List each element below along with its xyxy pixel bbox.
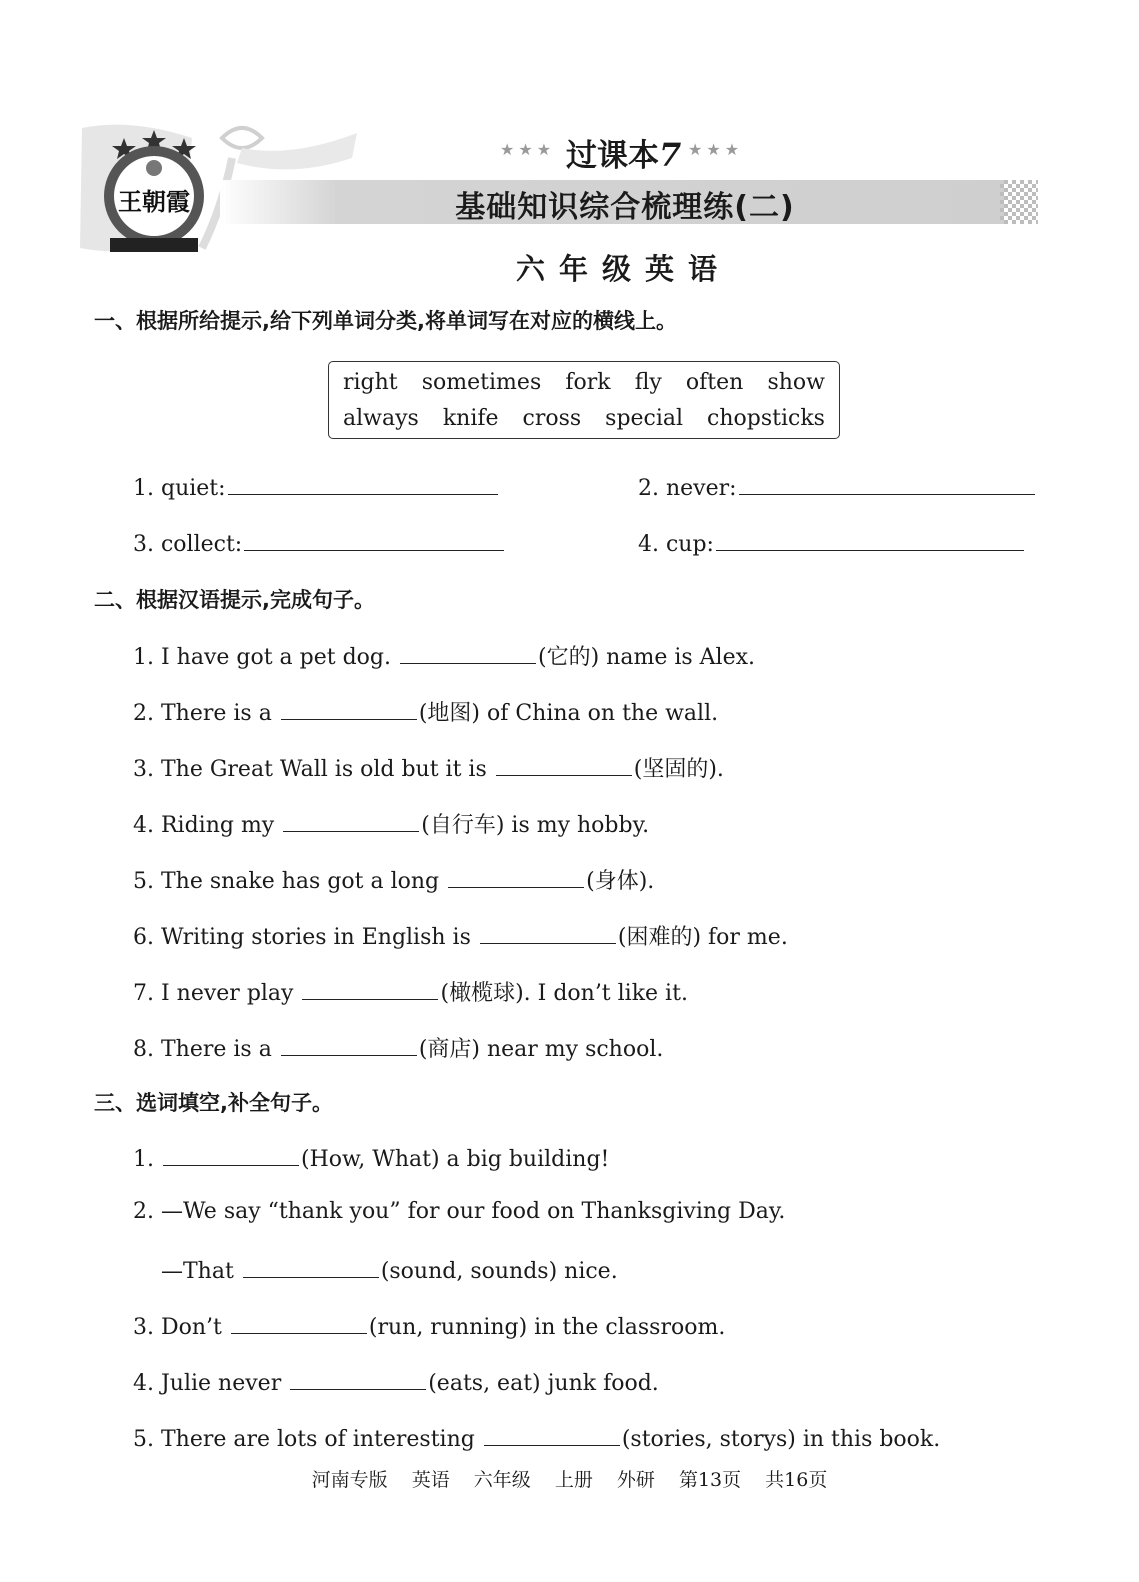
word: always [343, 406, 419, 431]
lesson-title: 过课本7 [566, 136, 682, 174]
word: fork [565, 370, 611, 395]
answer-blank[interactable] [480, 921, 616, 944]
answer-blank[interactable] [290, 1367, 426, 1390]
answer-blank[interactable] [283, 809, 419, 832]
page-footer [0, 1465, 1139, 1492]
answer-blank[interactable] [281, 697, 417, 720]
choice-item-5: 5. There are lots of interesting (stories, storys) in this book. [133, 1423, 940, 1452]
classify-item-2: 2. never: [638, 472, 1037, 501]
choice-item-2-question: 2. —We say “thank you” for our food on Thanksgiving Day. [133, 1199, 786, 1224]
answer-blank[interactable] [231, 1311, 367, 1334]
answer-blank[interactable] [739, 472, 1035, 495]
choice-item-3: 3. Don’t (run, running) in the classroom. [133, 1311, 725, 1340]
word: right [343, 370, 398, 395]
footer-grade: 六年级 [473, 1469, 531, 1491]
sentence-item-5: 5. The snake has got a long (身体). [133, 864, 654, 895]
sentence-item-6: 6. Writing stories in English is (困难的) for me. [133, 920, 788, 951]
word: fly [634, 370, 662, 395]
word-bank-row-2 [343, 406, 825, 431]
logo-text: 王朝霞 [118, 187, 190, 216]
footer-publisher: 外研 [616, 1469, 655, 1491]
footer-volume: 上册 [554, 1469, 593, 1491]
word: special [605, 406, 684, 431]
answer-blank[interactable] [400, 641, 536, 664]
word: cross [522, 406, 582, 431]
answer-blank[interactable] [163, 1143, 299, 1166]
answer-blank[interactable] [484, 1423, 620, 1446]
section2-heading: 二、根据汉语提示,完成句子。 [94, 588, 375, 612]
word: knife [442, 406, 499, 431]
answer-blank[interactable] [302, 977, 438, 1000]
footer-total: 共16页 [765, 1469, 828, 1491]
sentence-item-8: 8. There is a (商店) near my school. [133, 1032, 663, 1063]
brand-logo [94, 128, 214, 258]
classify-item-4: 4. cup: [638, 528, 1026, 557]
answer-blank[interactable] [244, 528, 504, 551]
choice-item-4: 4. Julie never (eats, eat) junk food. [133, 1367, 659, 1396]
choice-item-2-answer: —That (sound, sounds) nice. [161, 1255, 618, 1284]
choice-item-1: 1. (How, What) a big building! [133, 1143, 609, 1172]
stars-right-decoration: ★★★ [688, 140, 744, 159]
answer-blank[interactable] [716, 528, 1024, 551]
word: often [685, 370, 744, 395]
section1-heading: 一、根据所给提示,给下列单词分类,将单词写在对应的横线上。 [94, 309, 677, 333]
word-bank [328, 361, 840, 439]
sentence-item-2: 2. There is a (地图) of China on the wall. [133, 696, 718, 727]
word: chopsticks [707, 406, 825, 431]
sentence-item-7: 7. I never play (橄榄球). I don’t like it. [133, 976, 688, 1007]
word-bank-row-1 [343, 370, 825, 395]
word: sometimes [421, 370, 542, 395]
answer-blank[interactable] [281, 1033, 417, 1056]
section3-heading: 三、选词填空,补全句子。 [94, 1091, 333, 1115]
page-title: 基础知识综合梳理练(二) [455, 190, 795, 225]
classify-item-3: 3. collect: [133, 528, 506, 557]
answer-blank[interactable] [496, 753, 632, 776]
sentence-item-1: 1. I have got a pet dog. (它的) name is Alex. [133, 640, 755, 671]
answer-blank[interactable] [228, 472, 498, 495]
footer-edition: 河南专版 [311, 1469, 388, 1491]
answer-blank[interactable] [448, 865, 584, 888]
footer-subject: 英语 [411, 1469, 450, 1491]
sentence-item-3: 3. The Great Wall is old but it is (坚固的). [133, 752, 724, 783]
word: show [767, 370, 825, 395]
answer-blank[interactable] [243, 1255, 379, 1278]
classify-item-1: 1. quiet: [133, 472, 500, 501]
stars-left-decoration: ★★★ [500, 140, 556, 159]
subject-heading: 六年级英语 [515, 252, 731, 286]
sentence-item-4: 4. Riding my (自行车) is my hobby. [133, 808, 649, 839]
footer-page: 第13页 [678, 1469, 742, 1491]
